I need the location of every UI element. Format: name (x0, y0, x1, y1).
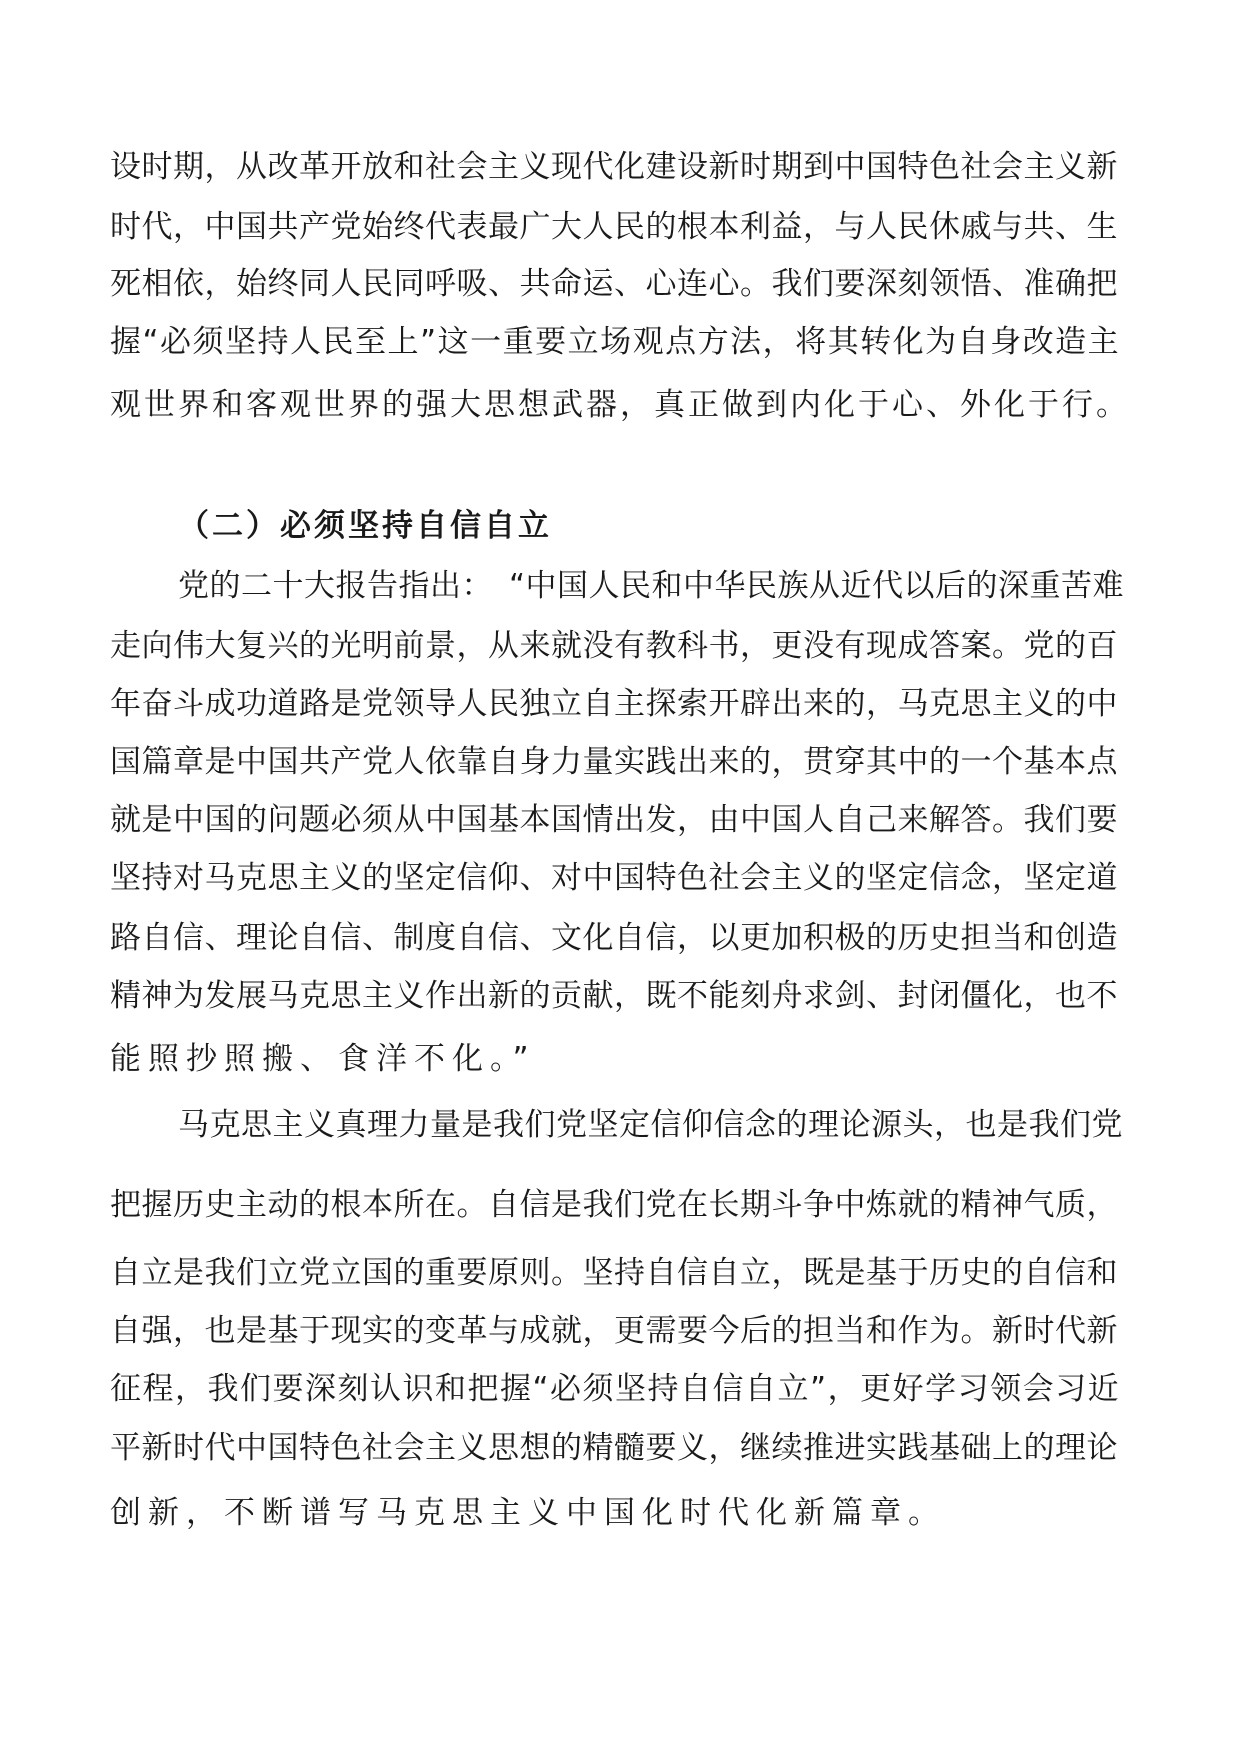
text-line: 国篇章是中国共产党人依靠自身力量实践出来的，贯穿其中的一个基本点 (110, 744, 1118, 780)
text-line: 把握历史主动的根本所在。自信是我们党在长期斗争中炼就的精神气质， (110, 1187, 1118, 1223)
text-line: 时代，中国共产党始终代表最广大人民的根本利益，与人民休戚与共、生 (110, 209, 1118, 245)
text-line: 马克思主义真理力量是我们党坚定信仰信念的理论源头，也是我们党 (178, 1107, 1123, 1143)
text-line: 就是中国的问题必须从中国基本国情出发，由中国人自己来解答。我们要 (110, 802, 1118, 838)
text-line: 握“必须坚持人民至上”这一重要立场观点方法，将其转化为自身改造主 (110, 324, 1121, 360)
text-line: 路自信、理论自信、制度自信、文化自信，以更加积极的历史担当和创造 (110, 920, 1118, 956)
text-line: 能照抄照搬、食洋不化。” (110, 1041, 536, 1077)
text-line: 征程，我们要深刻认识和把握“必须坚持自信自立”，更好学习领会习近 (110, 1371, 1121, 1407)
text-line: 死相依，始终同人民同呼吸、共命运、心连心。我们要深刻领悟、准确把 (110, 266, 1118, 302)
text-line: 坚持对马克思主义的坚定信仰、对中国特色社会主义的坚定信念，坚定道 (110, 860, 1118, 896)
section-heading: （二）必须坚持自信自立 (178, 508, 552, 544)
text-line: 走向伟大复兴的光明前景，从来就没有教科书，更没有现成答案。党的百 (110, 628, 1118, 664)
text-line: 自立是我们立党立国的重要原则。坚持自信自立，既是基于历史的自信和 (110, 1255, 1118, 1291)
text-line: 党的二十大报告指出： “中国人民和中华民族从近代以后的深重苦难 (178, 568, 1125, 604)
text-line: 设时期，从改革开放和社会主义现代化建设新时期到中国特色社会主义新 (110, 149, 1118, 185)
text-line: 创新，不断谱写马克思主义中国化时代化新篇章。 (110, 1495, 946, 1531)
text-line: 观世界和客观世界的强大思想武器，真正做到内化于心、外化于行。 (110, 387, 1130, 423)
text-line: 自强，也是基于现实的变革与成就，更需要今后的担当和作为。新时代新 (110, 1313, 1118, 1349)
text-line: 平新时代中国特色社会主义思想的精髓要义，继续推进实践基础上的理论 (110, 1430, 1118, 1466)
text-line: 年奋斗成功道路是党领导人民独立自主探索开辟出来的，马克思主义的中 (110, 686, 1118, 722)
text-line: 精神为发展马克思主义作出新的贡献，既不能刻舟求剑、封闭僵化，也不 (110, 978, 1118, 1014)
